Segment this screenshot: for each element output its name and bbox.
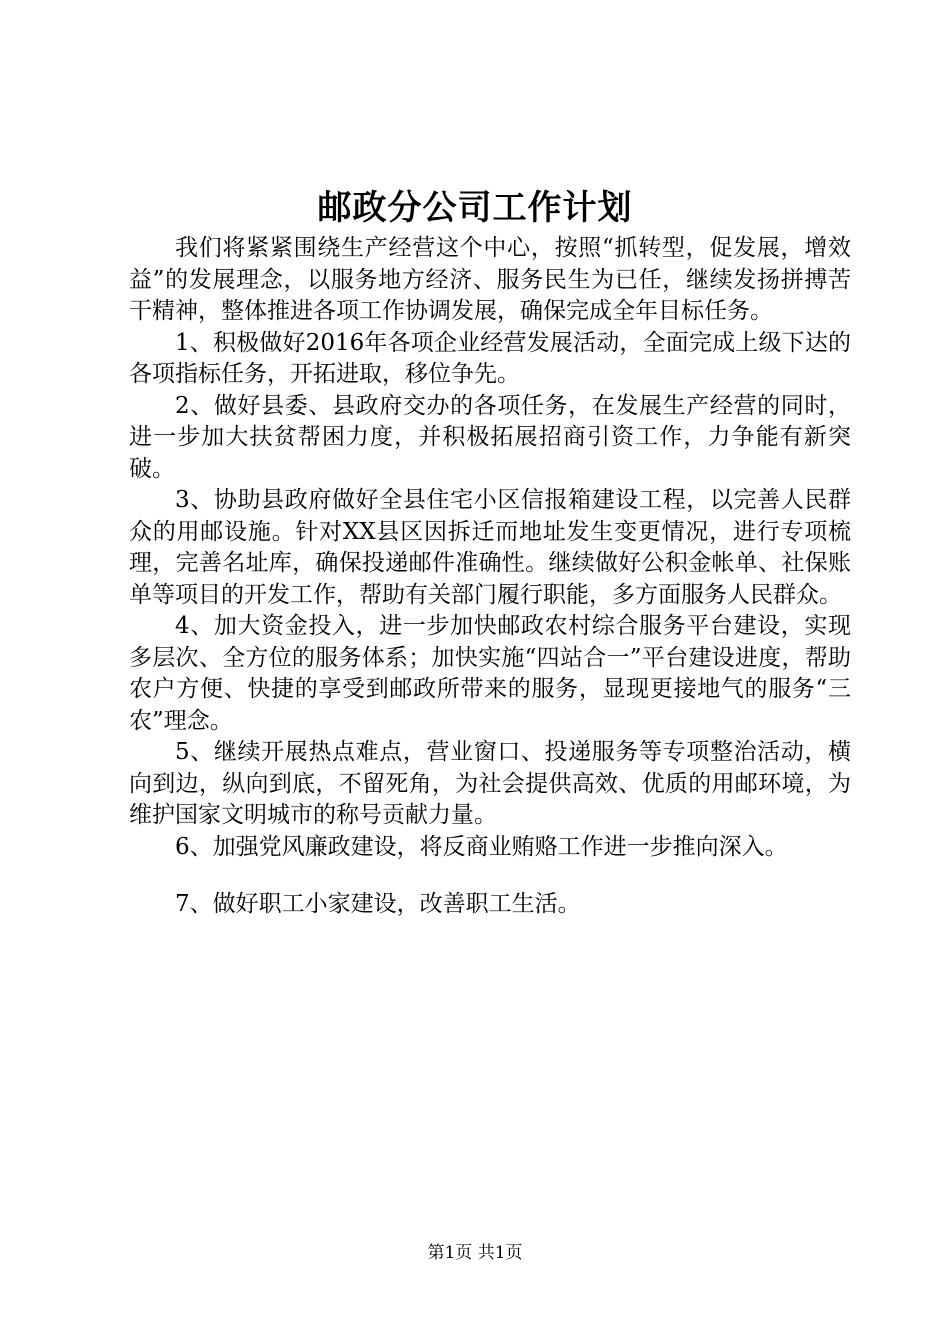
- intro-paragraph: 我们将紧紧围绕生产经营这个中心，按照“抓转型，促发展，增效益”的发展理念，以服务地方经济、服务民生为已任，继续发扬拼搏苦干精神，整体推进各项工作协调发展，确保完成全年目标任务。: [129, 235, 851, 324]
- document-title: 邮政分公司工作计划: [317, 188, 633, 228]
- plan-item-5: 5、继续开展热点难点，营业窗口、投递服务等专项整治活动，横向到边，纵向到底，不留死角，为社会提供高效、优质的用邮环境，为维护国家文明城市的称号贡献力量。: [129, 739, 851, 828]
- plan-item-7: 7、做好职工小家建设，改善职工生活。: [175, 891, 581, 917]
- page-number-footer: 第1页 共1页: [427, 1243, 523, 1263]
- plan-item-4: 4、加大资金投入，进一步加快邮政农村综合服务平台建设，实现多层次、全方位的服务体系；加快实施“四站合一”平台建设进度，帮助农户方便、快捷的享受到邮政所带来的服务，显现更接地气的服务“三农”理念。: [129, 613, 851, 734]
- plan-item-2: 2、做好县委、县政府交办的各项任务，在发展生产经营的同时，进一步加大扶贫帮困力度，并积极拓展招商引资工作，力争能有新突破。: [129, 392, 851, 482]
- plan-item-1: 1、积极做好2016年各项企业经营发展活动，全面完成上级下达的各项指标任务，开拓进取，移位争先。: [129, 329, 851, 387]
- plan-item-3: 3、协助县政府做好全县住宅小区信报箱建设工程，以完善人民群众的用邮设施。针对XX县区因拆迁而地址发生变更情况，进行专项梳理，完善名址库，确保投递邮件准确性。继续做好公积金帐单、社保账单等项目的开发工作，帮助有关部门履行职能，多方面服务人民群众。: [129, 487, 851, 608]
- plan-item-6: 6、加强党风廉政建设，将反商业贿赂工作进一步推向深入。: [175, 833, 788, 860]
- document-body: [129, 233, 851, 921]
